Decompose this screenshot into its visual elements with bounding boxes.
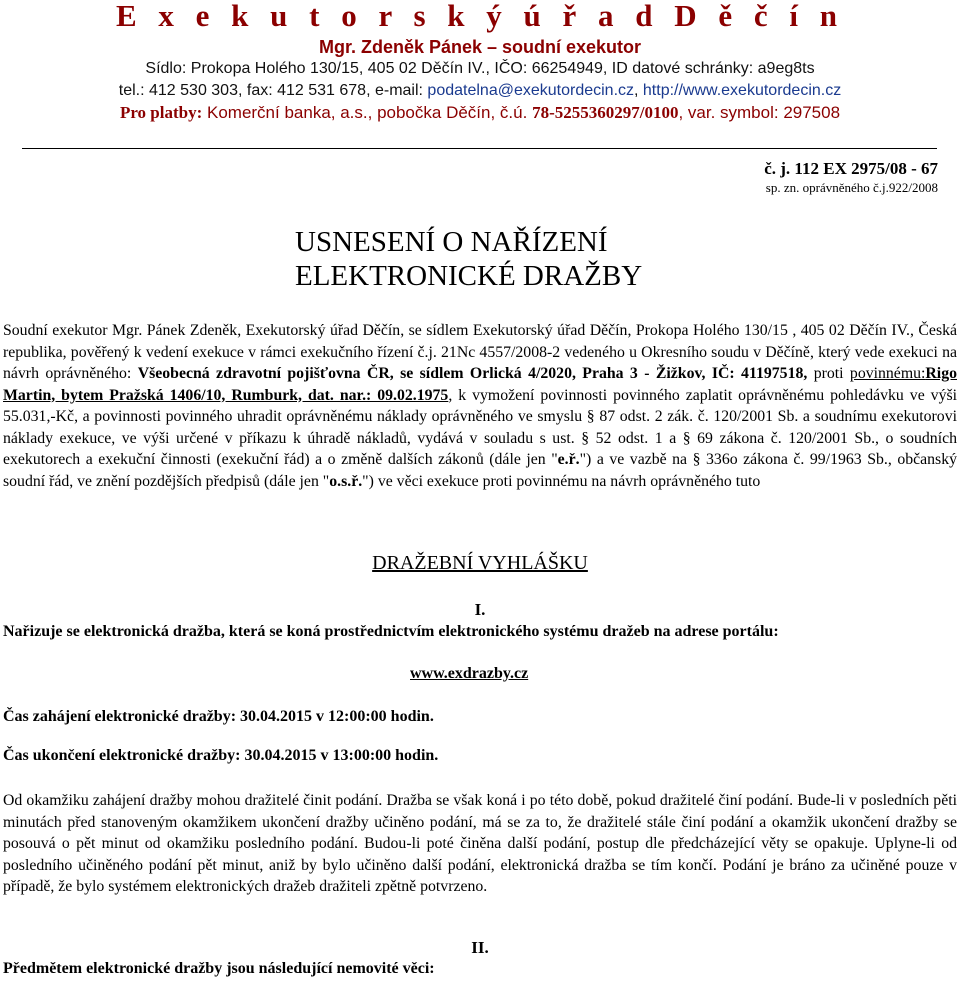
case-number: č. j. 112 EX 2975/08 - 67 — [764, 159, 938, 178]
auction-start: Čas zahájení elektronické dražby: 30.04.2015 v 12:00:00 hodin. — [3, 708, 434, 725]
section-1-number: I. — [474, 600, 486, 619]
address-line: Sídlo: Prokopa Holého 130/15, 405 02 Děčín IV., IČO: 66254949, ID datové schránky: a9eg8ts — [145, 60, 815, 77]
contact-line — [0, 80, 960, 102]
pay-acc-label: č.ú. — [495, 103, 533, 122]
intro-text-j: ") ve věci exekuce proti povinnému na návrh oprávněného tuto — [362, 472, 761, 490]
pay-var: , var. symbol: 297508 — [678, 103, 841, 122]
document-title — [295, 225, 665, 293]
intro-text-c: proti — [807, 365, 850, 382]
section-1-text: Od okamžiku zahájení dražby mohou dražitelé činit podání. Dražba se však koná i po této době, pokud dražitelé činí podání. Bude-li v posledních pěti minutách před stanoveným okamžikem ukončení dražby učiněno podání, má se za to, že dražitelé stále činí podání a okamžik ukončení dražby se posouvá o pět minut od okamžiku posledního podání. Budou-li poté činěna další podání, postup dle předcházející věty se opakuje. Uplyne-li od posledního učiněného podání pět minut, aniž by bylo učiněno další podání, elektronická dražba se tím končí. Podání je bráno za učiněné pouze v případě, že bylo systémem elektronických dražeb dražiteli zpětně potvrzeno. — [3, 792, 957, 895]
abbr-er: e.ř. — [557, 451, 580, 468]
section-2-number: II. — [471, 938, 489, 957]
email-link[interactable]: podatelna@exekutordecin.cz — [427, 82, 635, 99]
payment-line — [0, 102, 960, 124]
office-title: E x e k u t o r s k ý ú ř a d D ě č í n — [116, 0, 844, 33]
contact-sep: , — [634, 82, 643, 99]
portal-link[interactable]: www.exdrazby.cz — [410, 665, 529, 682]
creditor-details: Všeobecná zdravotní pojišťovna ČR, se sídlem Orlická 4/2020, Praha 3 - Žižkov, IČ: 41197518, — [137, 365, 808, 382]
debtor-label: povinnému: — [849, 365, 926, 382]
pay-bank: Komerční banka, a.s., pobočka Děčín, — [202, 103, 496, 122]
letterhead — [0, 0, 960, 124]
auction-end: Čas ukončení elektronické dražby: 30.04.2015 v 13:00:00 hodin. — [3, 747, 439, 764]
header-divider — [22, 148, 937, 149]
pay-label: Pro platby: — [119, 103, 203, 122]
title-line-1: USNESENÍ O NAŘÍZENÍ — [295, 226, 608, 258]
case-number-block — [764, 158, 938, 196]
intro-text-f: , k vymožení povinnosti povinného zaplatit oprávněnému pohledávku ve výši 55.031,-Kč, a povinnosti povinného uhradit oprávněnému náklady oprávněného ve smyslu § 87 odst. 2 zák. č. 120/2001 Sb. a soudnímu exekutorovi náklady exekuce, ve výši určené v příkazu k úhradě nákladů, vydává v souladu s ust. § 52 odst. 1 a § 69 zákona č. 120/2001 Sb., o soudních exekutorech a exekuční činnosti (exekuční řád) a o změně dalších zákonů (dále jen " — [3, 386, 958, 468]
title-line-2: ELEKTRONICKÉ DRAŽBY — [295, 260, 643, 292]
intro-text-h: ") a ve vazbě na § 336o zákona č. 99/1963 Sb., občanský soudní řád, ve znění pozdějších předpisů (dále jen " — [3, 451, 957, 490]
exekutor-name: Mgr. Zdeněk Pánek – soudní exekutor — [318, 37, 642, 57]
web-link[interactable]: http://www.exekutordecin.cz — [642, 82, 842, 99]
intro-paragraph — [3, 320, 957, 492]
debtor-details: Rigo Martin, bytem Pražská 1406/10, Rumburk, dat. nar.: 09.02.1975 — [3, 365, 957, 404]
intro-text-a: Soudní exekutor Mgr. Pánek Zdeněk, Exekutorský úřad Děčín, se sídlem Exekutorský úřad Děčín, Prokopa Holého 130/15 , 405 02 Děčín IV., Česká republika, pověřený k vedení exekuce v rámci exekučního řízení č.j. 21Nc 4557/2008-2 vedeného u Okresního soudu v Děčíně, který vede exekuci na návrh oprávněného: — [3, 322, 957, 382]
section-2-lead: Předmětem elektronické dražby jsou následující nemovité věci: — [3, 960, 435, 977]
pay-account: 78-5255360297/0100 — [532, 103, 679, 122]
vyhlaska-heading: DRAŽEBNÍ VYHLÁŠKU — [372, 552, 588, 574]
section-1-lead: Nařizuje se elektronická dražba, která se koná prostřednictvím elektronického systému dražeb na adrese portálu: — [3, 623, 779, 640]
abbr-osr: o.s.ř. — [329, 472, 363, 490]
case-subnumber: sp. zn. oprávněného č.j.922/2008 — [765, 180, 938, 195]
contact-prefix: tel.: 412 530 303, fax: 412 531 678, e-mail: — [118, 82, 428, 99]
